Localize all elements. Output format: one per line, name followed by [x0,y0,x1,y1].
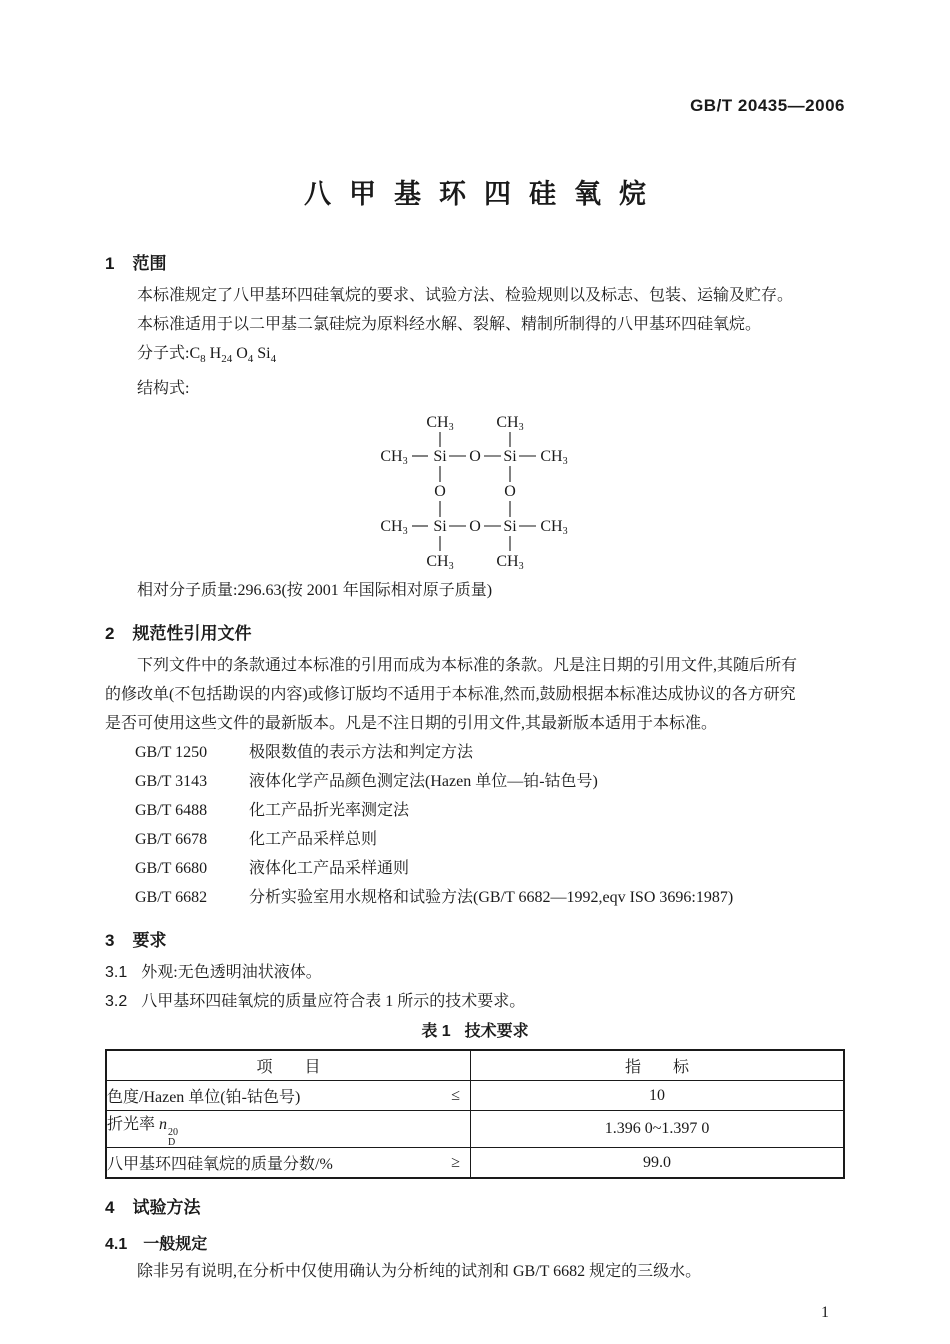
silicon-label: Si [503,518,517,536]
methyl-label: CH3 [380,518,408,538]
table-cell-item: 折光率 n 20 D [106,1111,471,1148]
methyl-label: CH3 [426,553,454,572]
section-2-title: 规范性引用文件 [132,624,252,644]
methyl-label: CH3 [496,553,524,572]
reference-name: 化工产品采样总则 [249,831,378,849]
section-4-heading [105,1195,845,1221]
table-caption-text: 技术要求 [464,1023,529,1041]
clause-4-1-title: 一般规定 [143,1236,208,1254]
table-cell-value: 99.0 [471,1148,844,1179]
section-3-title: 要求 [132,931,167,951]
reference-item [105,883,845,912]
clause-3-1-number: 3.1 [105,964,128,982]
silicon-label: Si [433,518,447,536]
table-cell-value: 1.396 0~1.397 0 [471,1111,844,1148]
table-row [106,1081,844,1111]
methyl-label: CH3 [380,448,408,468]
references-intro-line: 的修改单(不包括勘误的内容)或修订版均不适用于本标准,然而,鼓励根据本标准达成协议的各方研究 [105,686,796,704]
oxygen-label: O [469,518,481,536]
reference-code: GB/T 6678 [135,831,208,849]
section-2-number: 2 [105,624,115,644]
methyl-label: CH3 [540,448,568,468]
reference-item [105,767,845,796]
methyl-label: CH3 [496,414,524,434]
table-header-row [106,1050,844,1081]
requirements-table [105,1049,845,1179]
references-list [105,738,845,912]
section-4-number: 4 [105,1198,115,1218]
clause-4-1-heading [105,1233,845,1257]
section-3-heading [105,928,845,954]
molecular-formula-line: 分子式$:C_8$ $H_{24}$ $O_4$ $Si_4$ [137,345,277,366]
standard-code: GB/T 20435—2006 [690,96,845,115]
table-cell-value: 10 [471,1081,844,1111]
scope-body [105,281,845,403]
reference-item [105,825,845,854]
section-1-number: 1 [105,254,115,273]
methyl-label: CH3 [540,518,568,538]
silicon-label: Si [433,448,447,466]
page-number: 1 [821,1304,829,1322]
relation-symbol: ≥ [451,1153,461,1171]
reference-name: 液体化学产品颜色测定法(Hazen 单位—铂-钴色号) [249,773,598,791]
oxygen-label: O [504,483,516,501]
refractive-index-symbol: n 20 D [159,1116,179,1148]
clause-3-1-text: 外观:无色透明油状液体。 [141,964,322,982]
clause-4-1-number: 4.1 [105,1236,128,1254]
structure-svg [368,405,582,571]
table-caption-label: 表 1 [421,1023,451,1041]
reference-item [105,738,845,767]
structural-formula-diagram [105,405,845,576]
table-row [106,1148,844,1179]
section-1-title: 范围 [132,254,167,273]
formula-label: 分子式: [137,345,190,362]
molar-mass-line: 相对分子质量:296.63(按 2001 年国际相对原子质量) [137,582,493,600]
reference-name: 极限数值的表示方法和判定方法 [249,744,474,762]
clause-3-2-number: 3.2 [105,993,128,1011]
references-intro-line: 下列文件中的条款通过本标准的引用而成为本标准的条款。凡是注日期的引用文件,其随后所有 [137,657,798,675]
scope-paragraph-1: 本标准规定了八甲基环四硅氧烷的要求、试验方法、检验规则以及标志、包装、运输及贮存。 [137,287,794,304]
references-intro [105,651,845,738]
clause-3-1 [105,958,845,987]
methyl-label: CH3 [426,414,454,434]
reference-name: 分析实验室用水规格和试验方法(GB/T 6682—1992,eqv ISO 3696:1987) [249,889,734,907]
table-header-value: 指 标 [471,1050,844,1081]
oxygen-label: O [469,448,481,466]
table-caption [105,1020,845,1044]
section-1-heading [105,251,845,277]
reference-code: GB/T 6680 [135,860,208,878]
oxygen-label: O [434,483,446,501]
requirements-body [105,958,845,1016]
section-4-title: 试验方法 [132,1198,201,1218]
reference-item [105,796,845,825]
reference-code: GB/T 3143 [135,773,208,791]
table-cell-item: 色度/Hazen 单位(铂-钴色号) ≤ [106,1081,471,1111]
reference-name: 化工产品折光率测定法 [249,802,410,820]
table-header-item: 项 目 [106,1050,471,1081]
references-intro-line: 是否可使用这些文件的最新版本。凡是不注日期的引用文件,其最新版本适用于本标准。 [105,715,718,733]
reference-code: GB/T 6488 [135,802,208,820]
table-cell-item: 八甲基环四硅氧烷的质量分数/% ≥ [106,1148,471,1179]
clause-4-1-paragraph: 除非另有说明,在分析中仅使用确认为分析纯的试剂和 GB/T 6682 规定的三级水。 [137,1263,702,1281]
section-2-heading [105,621,845,647]
reference-name: 液体化工产品采样通则 [249,860,410,878]
section-3-number: 3 [105,931,115,951]
page-title: 八甲基环四硅氧烷 [304,179,664,209]
reference-code: GB/T 6682 [135,889,208,907]
structure-label: 结构式: [137,380,190,398]
scope-paragraph-2: 本标准适用于以二甲基二氯硅烷为原料经水解、裂解、精制所制得的八甲基环四硅氧烷。 [137,316,762,333]
reference-code: GB/T 1250 [135,744,208,762]
reference-item [105,854,845,883]
clause-3-2 [105,987,845,1016]
relation-symbol: ≤ [451,1086,461,1104]
table-row [106,1111,844,1148]
silicon-label: Si [503,448,517,466]
clause-3-2-text: 八甲基环四硅氧烷的质量应符合表 1 所示的技术要求。 [141,993,526,1011]
